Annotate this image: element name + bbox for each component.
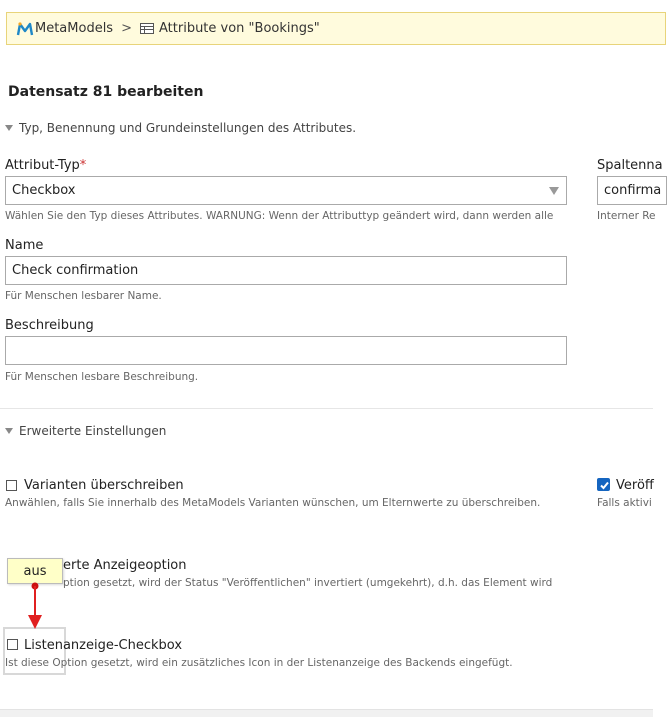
section-basic-legend[interactable]	[5, 121, 356, 135]
description-hint: Für Menschen lesbare Beschreibung.	[5, 371, 199, 383]
select-arrow-icon	[549, 187, 559, 195]
attribute-type-label-text: Attribut-Typ	[5, 158, 80, 173]
list-display-hint: Ist diese Option gesetzt, wird ein zusätzliches Icon in der Listenanzeige des Backends eingefügt.	[5, 657, 513, 669]
annotation-tooltip	[7, 558, 63, 584]
section-advanced-legend[interactable]	[5, 424, 166, 438]
name-value: Check confirmation	[12, 263, 139, 278]
section-basic-legend-text: Typ, Benennung und Grundeinstellungen des Attributes.	[19, 121, 357, 135]
name-label: Name	[5, 238, 44, 253]
section-advanced-legend-text: Erweiterte Einstellungen	[19, 424, 167, 438]
description-input[interactable]	[5, 336, 567, 365]
section-divider	[0, 408, 653, 409]
name-input[interactable]	[5, 256, 567, 285]
collapse-triangle-icon	[5, 125, 13, 131]
published-checkbox[interactable]	[597, 478, 610, 491]
name-hint: Für Menschen lesbarer Name.	[5, 290, 162, 302]
column-name-input[interactable]	[597, 176, 667, 205]
column-name-hint: Interner Re	[597, 210, 656, 222]
collapse-triangle-icon	[5, 428, 13, 434]
metamodels-logo-icon	[17, 22, 31, 36]
attribute-type-label	[5, 158, 86, 173]
description-label: Beschreibung	[5, 318, 94, 333]
page-title: Datensatz 81 bearbeiten	[8, 84, 204, 100]
inverted-option-hint: ption gesetzt, wird der Status "Veröffentlichen" invertiert (umgekehrt), d.h. das Element wird	[63, 577, 553, 589]
required-marker: *	[79, 158, 87, 173]
annotation-arrow-icon	[24, 582, 46, 632]
list-display-checkbox[interactable]	[7, 639, 18, 650]
breadcrumb-separator: >	[121, 21, 132, 36]
bottom-bar	[0, 709, 653, 717]
attribute-type-select[interactable]	[5, 176, 567, 205]
published-label[interactable]: Veröff	[616, 478, 654, 493]
breadcrumb-current: Attribute von "Bookings"	[159, 21, 320, 36]
checkmark-icon	[599, 480, 610, 491]
breadcrumb-metamodels-link[interactable]: MetaModels	[35, 21, 114, 36]
variants-checkbox[interactable]	[6, 480, 17, 491]
breadcrumb	[6, 12, 666, 45]
table-icon	[140, 23, 154, 34]
variants-hint: Anwählen, falls Sie innerhalb des MetaModels Varianten wünschen, um Elternwerte zu überschreiben.	[5, 497, 541, 509]
attribute-type-value: Checkbox	[12, 183, 76, 198]
list-display-label[interactable]: Listenanzeige-Checkbox	[24, 638, 183, 653]
variants-label[interactable]: Varianten überschreiben	[24, 478, 184, 493]
attribute-type-hint: Wählen Sie den Typ dieses Attributes. WARNUNG: Wenn der Attributtyp geändert wird, dann werden alle	[5, 210, 554, 222]
column-name-value: confirma	[604, 183, 662, 198]
inverted-option-label[interactable]: erte Anzeigeoption	[63, 558, 187, 573]
annotation-tooltip-text: aus	[23, 563, 47, 579]
published-hint: Falls aktivi	[597, 497, 652, 509]
column-name-label: Spaltenna	[597, 158, 663, 173]
